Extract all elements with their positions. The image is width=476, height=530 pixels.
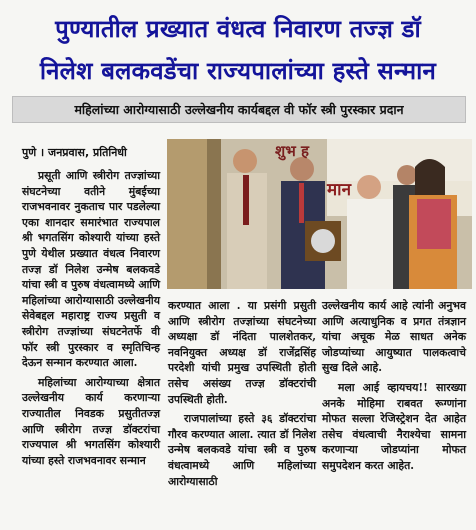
subheadline: महिलांच्या आरोग्यासाठी उल्लेखनीय कार्यबद्दल वी फॉर स्त्री पुरस्कार प्रदान — [74, 102, 404, 117]
article-column-3 — [322, 298, 466, 478]
article-column-2 — [168, 298, 316, 493]
subheadline-bar — [12, 96, 466, 123]
column-2-paragraph-1: करण्यात आला . या प्रसंगी प्रसुती आणि स्त्रीरोग तज्ज्ञांच्या संघटनेच्या अध्यक्षा डॉ नंदिता पालशेतकर, नवनियुक्त अध्यक्ष डॉ राजेंद्रसिंह परदेशी यांची प्रमुख उपस्थिती होती तसेच असंख्य तज्ज्ञ डॉक्टरांची उपस्थिती होती. — [168, 299, 316, 406]
column-1-paragraph-1: प्रसूती आणि स्त्रीरोग तज्ज्ञांच्या संघटनेच्या वतीने मुंबईच्या राजभवनावर नुकताच पार पडलेल्या एका शानदार समारंभात राज्यपाल श्री भगतसिंग कोश्यारी यांच्या हस्ते पुणे येथील प्रख्यात वंधत्व निवारण तज्ज्ञ डॉ निलेश उन्मेष बलकवडे यांचा स्त्री व पुरुष वंधत्वामध्ये आणि महिलांच्या आरोग्यासाठी उल्लेखनीय सेवेबद्दल महाराष्ट्र राज्य प्रसुती व स्त्रीरोग तज्ज्ञांच्या संघटनेतर्फे वी फॉर स्त्री पुरस्कार व स्मृतिचिन्ह देऊन सन्मान करण्यात आला. — [22, 169, 161, 370]
award-photo — [167, 139, 472, 289]
photo-illustration — [167, 139, 472, 289]
banner-text: शुभ ह — [275, 142, 309, 160]
headline — [0, 0, 476, 94]
article-column-1 — [22, 168, 160, 472]
column-3-paragraph-1: उल्लेखनीय कार्य आहे त्यांनी अनुभव आणि अत्याधुनिक व प्रगत तंत्रज्ञान यांचा अचूक मेळ साधत अनेक जोडप्यांच्या आयुष्यात पालकत्वाचे सुख दिले आहे. — [322, 299, 466, 375]
column-1-paragraph-2: महिलांच्या आरोग्याच्या क्षेत्रात उल्लेखनीय कार्य करणाऱ्या राज्यातील निवडक प्रसुतीतज्ज्ञ आणि स्त्रीरोग तज्ज्ञ डॉक्टरांचा राज्यपाल श्री भगतसिंग कोश्यारी यांच्या हस्ते राजभवनावर सन्मान — [22, 375, 160, 467]
headline-line-2: निलेश बलकवडेंचा राज्यपालांच्या हस्ते सन्मान — [39, 57, 437, 85]
banner-text-2: मान — [327, 180, 352, 200]
headline-line-1: पुण्यातील प्रख्यात वंधत्व निवारण तज्ज्ञ डॉ — [55, 15, 421, 43]
column-3-paragraph-2: मला आई व्हायचय!! सारख्या अनके मोहिमा राबवत रूग्णांना मोफत सल्ला रेजिस्ट्रेशन देत आहेत तसेच वंधत्वाची नैराश्येचा सामना करणाऱ्या जोडप्यांना मोफत समुपदेशन करत आहेत. — [322, 380, 466, 472]
byline: पुणे । जनप्रवास, प्रतिनिधी — [22, 146, 127, 159]
column-2-paragraph-2: राजपालांच्या हस्ते ३६ डॉक्टरांचा गौरव करण्यात आला. त्यात डॉ निलेश उन्मेष बलकवडे यांचा स्त्री व पुरुष वंधत्वामध्ये आणि महिलांच्या आरोग्यासाठी — [168, 412, 316, 488]
